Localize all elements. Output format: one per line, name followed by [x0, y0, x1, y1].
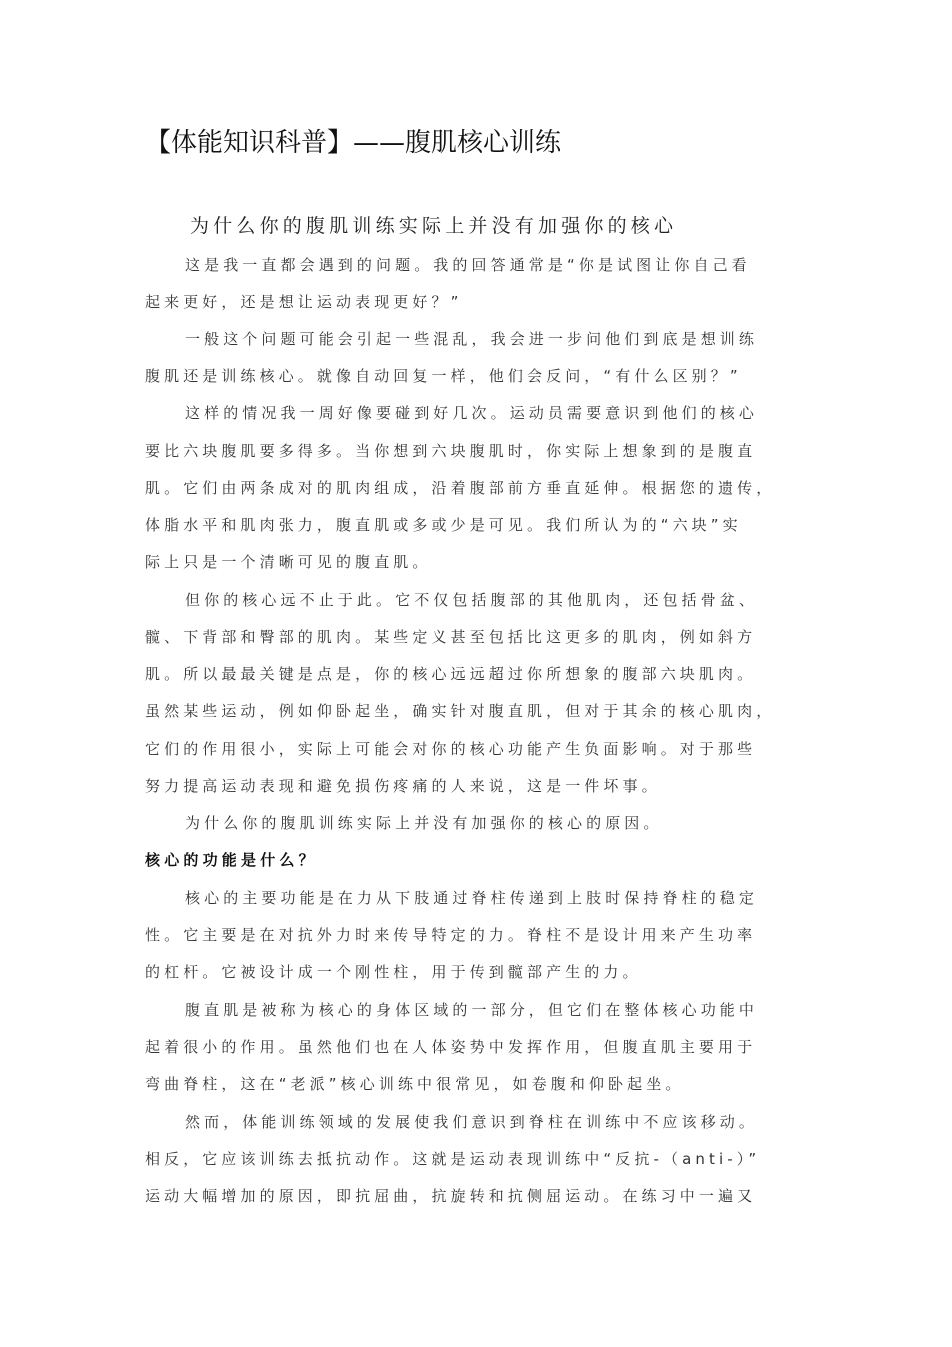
paragraph-line: 核心的主要功能是在力从下肢通过脊柱传递到上肢时保持脊柱的稳定	[185, 889, 759, 907]
paragraph-line: 性。它主要是在对抗外力时来传导特定的力。脊柱不是设计用来产生功率	[145, 926, 757, 944]
paragraph-line: 腹肌还是训练核心。就像自动回复一样，他们会反问，“有什么区别？”	[145, 367, 742, 385]
paragraph-line: 这是我一直都会遇到的问题。我的回答通常是“你是试图让你自己看	[185, 256, 751, 274]
paragraph-line: 一般这个问题可能会引起一些混乱，我会进一步问他们到底是想训练	[185, 330, 759, 348]
paragraph-line: 运动大幅增加的原因，即抗屈曲，抗旋转和抗侧屈运动。在练习中一遍又	[145, 1187, 757, 1205]
paragraph-line: 虽然某些运动，例如仰卧起坐，确实针对腹直肌，但对于其余的核心肌肉，	[145, 702, 776, 720]
paragraph-line: 腹直肌是被称为核心的身体区域的一部分，但它们在整体核心功能中	[185, 1001, 759, 1019]
paragraph-line: 起着很小的作用。虽然他们也在人体姿势中发挥作用，但腹直肌主要用于	[145, 1038, 757, 1056]
paragraph-line: 但你的核心远不止于此。它不仅包括腹部的其他肌肉，还包括骨盆、	[185, 591, 759, 609]
paragraph-line: 为什么你的腹肌训练实际上并没有加强你的核心的原因。	[185, 814, 663, 832]
paragraph-line: 相反，它应该训练去抵抗动作。这就是运动表现训练中“反抗-（anti-）”	[145, 1150, 761, 1168]
paragraph-line: 肌。所以最最关键是点是，你的核心远远超过你所想象的腹部六块肌肉。	[145, 665, 757, 683]
section-heading: 核心的功能是什么？	[145, 851, 318, 869]
paragraph-line: 努力提高运动表现和避免损伤疼痛的人来说，这是一件坏事。	[145, 777, 661, 795]
paragraph-line: 弯曲脊柱，这在“老派”核心训练中很常见，如卷腹和仰卧起坐。	[145, 1075, 685, 1093]
paragraph-line: 然而，体能训练领域的发展使我们意识到脊柱在训练中不应该移动。	[185, 1113, 759, 1131]
article-subtitle: 为什么你的腹肌训练实际上并没有加强你的核心	[190, 215, 678, 237]
paragraph-line: 起来更好，还是想让运动表现更好？”	[145, 293, 463, 311]
paragraph-line: 它们的作用很小，实际上可能会对你的核心功能产生负面影响。对于那些	[145, 740, 757, 758]
paragraph-line: 体脂水平和肌肉张力，腹直肌或多或少是可见。我们所认为的“六块”实	[145, 516, 742, 534]
paragraph-line: 要比六块腹肌要多得多。当你想到六块腹肌时，你实际上想象到的是腹直	[145, 442, 757, 460]
paragraph-line: 髋、下背部和臀部的肌肉。某些定义甚至包括比这更多的肌肉，例如斜方	[145, 628, 757, 646]
paragraph-line: 这样的情况我一周好像要碰到好几次。运动员需要意识到他们的核心	[185, 404, 759, 422]
paragraph-line: 的杠杆。它被设计成一个刚性柱，用于传到髋部产生的力。	[145, 963, 642, 981]
paragraph-line: 肌。它们由两条成对的肌肉组成，沿着腹部前方垂直延伸。根据您的遗传，	[145, 479, 776, 497]
document-title: 【体能知识科普】——腹肌核心训练	[145, 128, 562, 158]
paragraph-line: 际上只是一个清晰可见的腹直肌。	[145, 553, 432, 571]
